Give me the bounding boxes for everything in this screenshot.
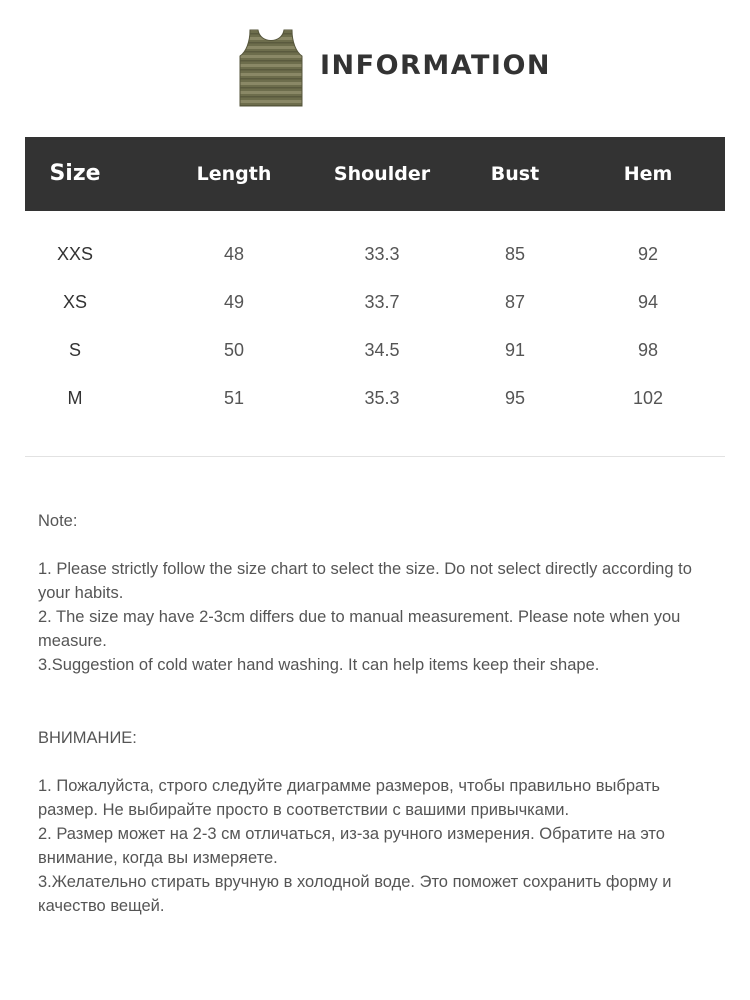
notes-english xyxy=(38,509,718,677)
table-cell: 102 xyxy=(632,388,664,408)
table-cell: 33.7 xyxy=(364,292,400,312)
table-row xyxy=(25,232,725,280)
size-table-header xyxy=(25,137,725,211)
table-cell: 85 xyxy=(504,244,526,264)
table-cell: 48 xyxy=(223,244,245,264)
notes-heading: Note: xyxy=(38,512,78,530)
table-cell: 94 xyxy=(637,292,659,312)
table-cell: 33.3 xyxy=(364,244,400,264)
note-item: 3.Желательно стирать вручную в холодной воде. Это поможет сохранить форму и качество вещей. xyxy=(38,873,672,915)
notes-russian xyxy=(38,726,718,918)
column-header-bust: Bust xyxy=(490,163,540,185)
table-cell: 92 xyxy=(637,244,659,264)
table-cell: 98 xyxy=(637,340,659,360)
note-item: 2. The size may have 2-3cm differs due to manual measurement. Please note when you measure. xyxy=(38,608,681,650)
table-cell: M xyxy=(67,388,83,408)
table-cell: S xyxy=(68,340,82,360)
table-cell: 49 xyxy=(223,292,245,312)
size-table-body xyxy=(25,232,725,424)
table-cell: 51 xyxy=(223,388,245,408)
note-item: 1. Please strictly follow the size chart to select the size. Do not select directly according to your habits. xyxy=(38,560,692,602)
tank-top-icon xyxy=(236,28,306,108)
column-header-hem: Hem xyxy=(623,163,673,185)
page-title: INFORMATION xyxy=(320,50,552,81)
column-header-size: Size xyxy=(49,161,101,186)
section-divider xyxy=(25,456,725,457)
table-row xyxy=(25,328,725,376)
table-row xyxy=(25,280,725,328)
note-item: 2. Размер может на 2-3 см отличаться, из-за ручного измерения. Обратите на это внимание, когда вы измеряете. xyxy=(38,825,665,867)
table-cell: 95 xyxy=(504,388,526,408)
header xyxy=(0,26,750,110)
table-cell: 34.5 xyxy=(364,340,400,360)
table-cell: XXS xyxy=(56,244,94,264)
note-item: 1. Пожалуйста, строго следуйте диаграмме размеров, чтобы правильно выбрать размер. Не выбирайте просто в соответствии с вашими привычками. xyxy=(38,777,660,819)
table-row xyxy=(25,376,725,424)
table-cell: XS xyxy=(62,292,88,312)
column-header-length: Length xyxy=(196,163,272,185)
note-item: 3.Suggestion of cold water hand washing. It can help items keep their shape. xyxy=(38,656,600,674)
notes-heading: ВНИМАНИЕ: xyxy=(38,729,137,747)
column-header-shoulder: Shoulder xyxy=(333,163,431,185)
table-cell: 87 xyxy=(504,292,526,312)
table-cell: 50 xyxy=(223,340,245,360)
table-cell: 35.3 xyxy=(364,388,400,408)
table-cell: 91 xyxy=(504,340,526,360)
